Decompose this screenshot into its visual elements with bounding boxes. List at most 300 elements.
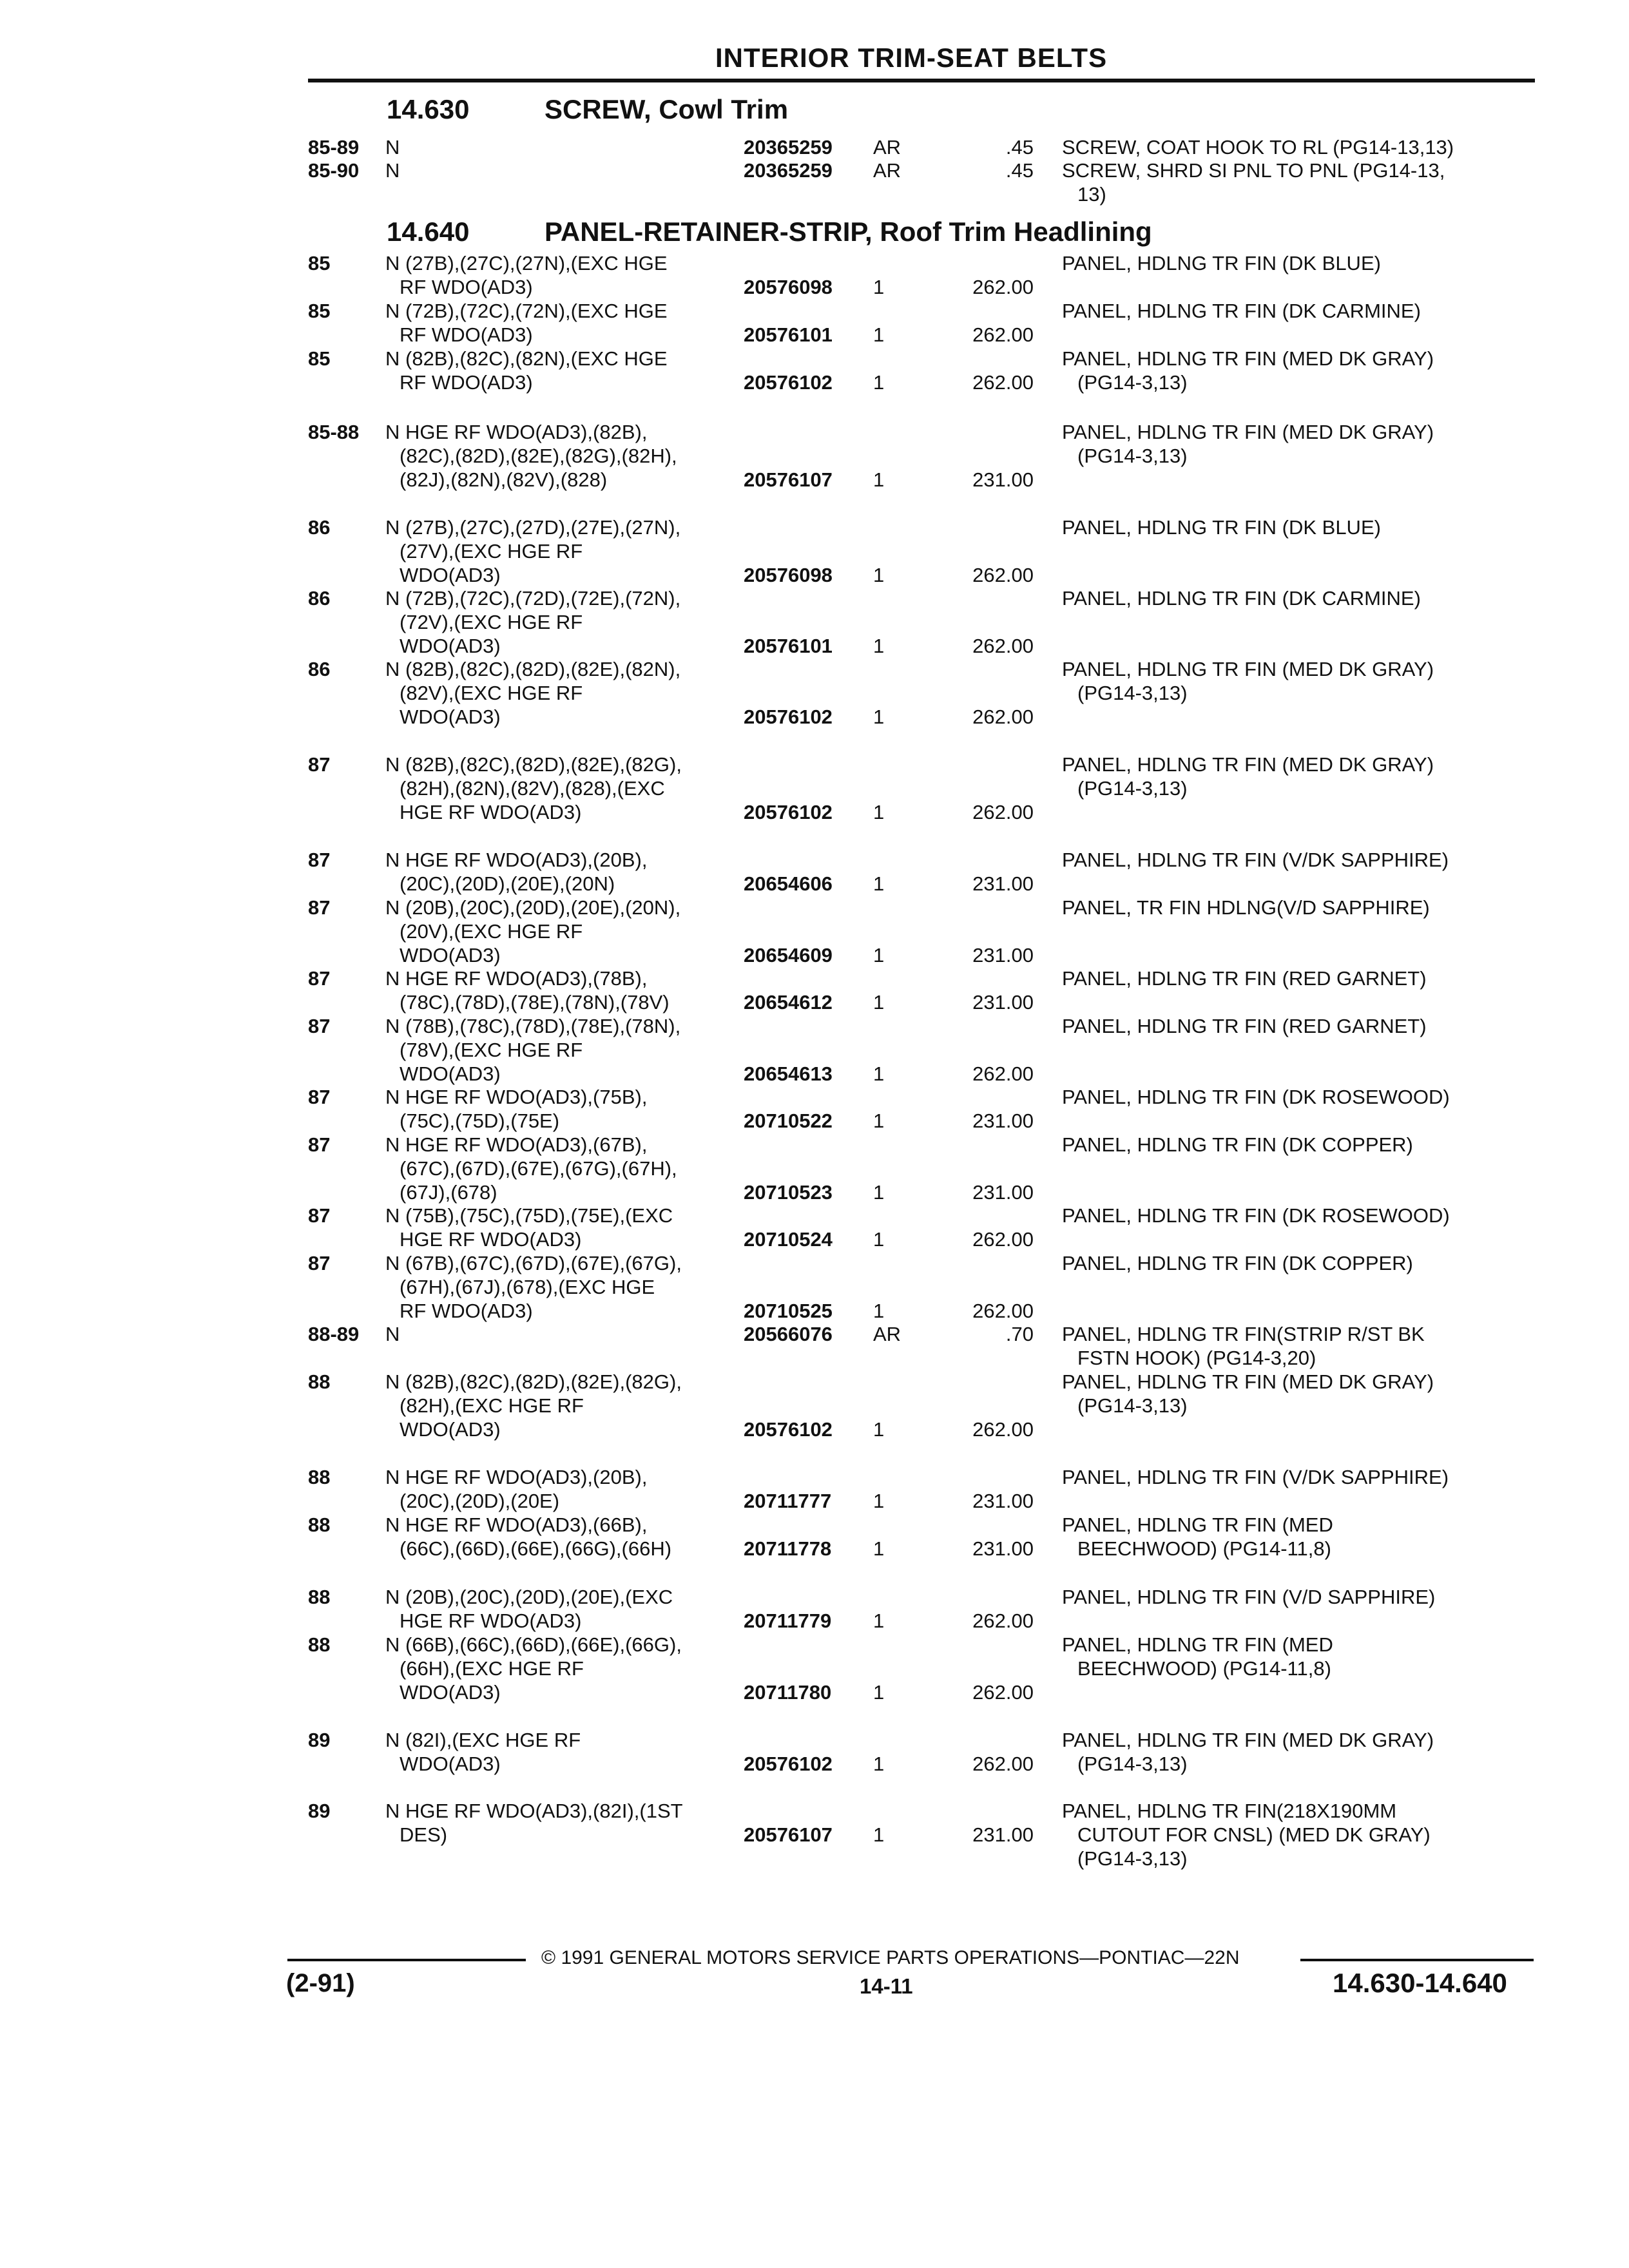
part-number: 20711779 <box>744 1610 832 1632</box>
price: .70 <box>1005 1323 1034 1345</box>
part-name: SCREW, SHRD SI PNL TO PNL (PG14-13, <box>1062 159 1445 182</box>
usage-description: N (82B),(82C),(82N),(EXC HGE <box>385 347 668 370</box>
usage-description: (78V),(EXC HGE RF <box>400 1039 583 1061</box>
usage-description: WDO(AD3) <box>400 635 501 657</box>
part-number: 20576101 <box>744 323 833 346</box>
part-number: 20710522 <box>744 1110 833 1132</box>
parts-entry <box>0 420 1629 492</box>
footer-copyright: © 1991 GENERAL MOTORS SERVICE PARTS OPERATIONS—PONTIAC—22N <box>541 1947 1240 1968</box>
entry-line <box>0 848 1629 872</box>
parts-entry <box>0 1370 1629 1441</box>
entry-line <box>0 299 1629 323</box>
parts-entry <box>0 1585 1629 1633</box>
model-years: 87 <box>308 753 331 776</box>
part-number: 20654606 <box>744 872 833 895</box>
part-name: PANEL, HDLNG TR FIN (MED DK GRAY) <box>1062 753 1434 776</box>
price: 231.00 <box>972 1537 1034 1560</box>
entry-line <box>0 896 1629 919</box>
parts-entry <box>0 1133 1629 1204</box>
usage-description: N HGE RF WDO(AD3),(78B), <box>385 967 648 990</box>
part-number: 20711778 <box>744 1537 832 1560</box>
footer-section-range: 14.630-14.640 <box>1333 1968 1507 1998</box>
model-years: 87 <box>308 849 331 871</box>
part-number: 20711780 <box>744 1681 832 1704</box>
usage-description: (82J),(82N),(82V),(828) <box>400 468 608 491</box>
price: 231.00 <box>972 1490 1034 1512</box>
part-name: PANEL, HDLNG TR FIN (MED <box>1062 1514 1333 1536</box>
usage-description: (75C),(75D),(75E) <box>400 1110 560 1132</box>
entry-line <box>0 1157 1629 1180</box>
usage-description: WDO(AD3) <box>400 706 501 728</box>
part-name: 13) <box>1077 183 1106 206</box>
usage-description: N (66B),(66C),(66D),(66E),(66G), <box>385 1633 682 1656</box>
usage-description: N HGE RF WDO(AD3),(66B), <box>385 1514 648 1536</box>
part-name: PANEL, HDLNG TR FIN (DK BLUE) <box>1062 252 1381 274</box>
usage-description: N (20B),(20C),(20D),(20E),(EXC <box>385 1586 673 1608</box>
usage-description: N (72B),(72C),(72D),(72E),(72N), <box>385 587 681 610</box>
usage-description: N <box>385 159 400 182</box>
price: .45 <box>1005 136 1034 159</box>
quantity: 1 <box>873 564 885 586</box>
entry-line <box>0 159 1629 182</box>
model-years: 85 <box>308 347 331 370</box>
usage-description: N <box>385 1323 400 1345</box>
usage-description: N HGE RF WDO(AD3),(82I),(1ST <box>385 1800 683 1822</box>
entry-line <box>0 1014 1629 1038</box>
price: 231.00 <box>972 468 1034 491</box>
part-number: 20654609 <box>744 944 833 966</box>
usage-description: N (72B),(72C),(72N),(EXC HGE <box>385 300 668 322</box>
entry-line <box>0 1465 1629 1489</box>
model-years: 85-88 <box>308 421 360 443</box>
price: 262.00 <box>972 1228 1034 1251</box>
part-number: 20710524 <box>744 1228 833 1251</box>
price: 231.00 <box>972 1823 1034 1846</box>
part-number: 20710523 <box>744 1181 833 1204</box>
usage-description: N <box>385 136 400 159</box>
usage-description: (20C),(20D),(20E),(20N) <box>400 872 615 895</box>
usage-description: WDO(AD3) <box>400 1418 501 1441</box>
model-years: 87 <box>308 1204 331 1227</box>
model-years: 88 <box>308 1633 331 1656</box>
entry-line <box>0 1133 1629 1157</box>
quantity: 1 <box>873 991 885 1014</box>
quantity: 1 <box>873 1537 885 1560</box>
parts-entry <box>0 1728 1629 1776</box>
parts-entry <box>0 1204 1629 1251</box>
entry-line <box>0 1680 1629 1704</box>
quantity: 1 <box>873 1823 885 1846</box>
parts-entry <box>0 1014 1629 1086</box>
part-name: PANEL, HDLNG TR FIN (MED <box>1062 1633 1333 1656</box>
quantity: 1 <box>873 323 885 346</box>
part-name: BEECHWOOD) (PG14-11,8) <box>1077 1537 1331 1560</box>
model-years: 87 <box>308 1133 331 1156</box>
usage-description: (82V),(EXC HGE RF <box>400 682 583 704</box>
price: 262.00 <box>972 1300 1034 1322</box>
price: 262.00 <box>972 323 1034 346</box>
part-name: (PG14-3,13) <box>1077 1753 1188 1775</box>
parts-entry <box>0 347 1629 394</box>
parts-entry <box>0 586 1629 658</box>
entry-line <box>0 1394 1629 1418</box>
parts-entry <box>0 251 1629 299</box>
entry-line <box>0 1609 1629 1633</box>
footer-date-code: (2-91) <box>286 1969 355 1997</box>
part-name: PANEL, HDLNG TR FIN (DK COPPER) <box>1062 1133 1413 1156</box>
usage-description: (82C),(82D),(82E),(82G),(82H), <box>400 445 677 467</box>
usage-description: WDO(AD3) <box>400 1753 501 1775</box>
price: 262.00 <box>972 1610 1034 1632</box>
usage-description: RF WDO(AD3) <box>400 276 533 298</box>
quantity: AR <box>873 159 901 182</box>
usage-description: (27V),(EXC HGE RF <box>400 540 583 562</box>
parts-entry <box>0 896 1629 967</box>
usage-description: N HGE RF WDO(AD3),(20B), <box>385 1466 648 1488</box>
section-title: PANEL-RETAINER-STRIP, Roof Trim Headlining <box>545 216 1152 247</box>
part-number: 20576101 <box>744 635 833 657</box>
parts-entry <box>0 515 1629 587</box>
price: 262.00 <box>972 276 1034 298</box>
part-number: 20566076 <box>744 1323 833 1345</box>
entry-line <box>0 1489 1629 1513</box>
part-name: PANEL, HDLNG TR FIN (DK CARMINE) <box>1062 587 1421 610</box>
part-name: PANEL, HDLNG TR FIN (RED GARNET) <box>1062 1015 1427 1037</box>
entry-line <box>0 800 1629 824</box>
parts-entry <box>0 1322 1629 1370</box>
part-number: 20576107 <box>744 1823 833 1846</box>
price: 231.00 <box>972 991 1034 1014</box>
part-name: PANEL, HDLNG TR FIN (MED DK GRAY) <box>1062 658 1434 680</box>
part-name: PANEL, TR FIN HDLNG(V/D SAPPHIRE) <box>1062 896 1430 919</box>
price: 262.00 <box>972 564 1034 586</box>
part-number: 20576098 <box>744 564 833 586</box>
usage-description: (67C),(67D),(67E),(67G),(67H), <box>400 1157 677 1180</box>
price: 262.00 <box>972 635 1034 657</box>
usage-description: WDO(AD3) <box>400 1062 501 1085</box>
usage-description: WDO(AD3) <box>400 944 501 966</box>
part-number: 20711777 <box>744 1490 832 1512</box>
usage-description: (82H),(82N),(82V),(828),(EXC <box>400 777 665 800</box>
quantity: 1 <box>873 1300 885 1322</box>
price: 231.00 <box>972 1181 1034 1204</box>
part-name: PANEL, HDLNG TR FIN(218X190MM <box>1062 1800 1397 1822</box>
quantity: 1 <box>873 276 885 298</box>
price: 262.00 <box>972 1753 1034 1775</box>
entry-line <box>0 1633 1629 1657</box>
entry-line <box>0 1823 1629 1847</box>
model-years: 88 <box>308 1586 331 1608</box>
entry-line <box>0 681 1629 705</box>
usage-description: N (82B),(82C),(82D),(82E),(82G), <box>385 1370 682 1393</box>
entry-line <box>0 420 1629 444</box>
model-years: 87 <box>308 1015 331 1037</box>
usage-description: (72V),(EXC HGE RF <box>400 611 583 633</box>
usage-description: N (27B),(27C),(27D),(27E),(27N), <box>385 516 681 539</box>
usage-description: N (82B),(82C),(82D),(82E),(82G), <box>385 753 682 776</box>
model-years: 86 <box>308 587 331 610</box>
part-number: 20576102 <box>744 1753 833 1775</box>
model-years: 87 <box>308 896 331 919</box>
section-title: SCREW, Cowl Trim <box>545 94 789 124</box>
usage-description: WDO(AD3) <box>400 1681 501 1704</box>
quantity: 1 <box>873 371 885 394</box>
model-years: 86 <box>308 516 331 539</box>
entry-line <box>0 539 1629 563</box>
parts-entry <box>0 1799 1629 1870</box>
usage-description: N (67B),(67C),(67D),(67E),(67G), <box>385 1252 682 1274</box>
entry-line <box>0 872 1629 896</box>
model-years: 87 <box>308 1252 331 1274</box>
entry-line <box>0 182 1629 206</box>
part-name: PANEL, HDLNG TR FIN (DK COPPER) <box>1062 1252 1413 1274</box>
entry-line <box>0 990 1629 1014</box>
part-name: PANEL, HDLNG TR FIN (DK ROSEWOOD) <box>1062 1204 1450 1227</box>
quantity: 1 <box>873 1062 885 1085</box>
part-name: (PG14-3,13) <box>1077 1394 1188 1417</box>
entry-line <box>0 1657 1629 1680</box>
parts-entry <box>0 657 1629 729</box>
part-name: PANEL, HDLNG TR FIN (V/DK SAPPHIRE) <box>1062 849 1449 871</box>
parts-entry <box>0 753 1629 824</box>
entry-line <box>0 966 1629 990</box>
part-name: PANEL, HDLNG TR FIN (RED GARNET) <box>1062 967 1427 990</box>
usage-description: RF WDO(AD3) <box>400 323 533 346</box>
quantity: 1 <box>873 468 885 491</box>
usage-description: (82H),(EXC HGE RF <box>400 1394 584 1417</box>
entry-line <box>0 1038 1629 1062</box>
price: 231.00 <box>972 1110 1034 1132</box>
entry-line <box>0 1537 1629 1561</box>
part-number: 20576102 <box>744 706 833 728</box>
part-number: 20576102 <box>744 371 833 394</box>
footer-rule-right <box>1300 1959 1534 1961</box>
usage-description: N (82I),(EXC HGE RF <box>385 1729 581 1751</box>
usage-description: (20C),(20D),(20E) <box>400 1490 560 1512</box>
entry-line <box>0 135 1629 159</box>
price: 231.00 <box>972 872 1034 895</box>
part-name: PANEL, HDLNG TR FIN (MED DK GRAY) <box>1062 347 1434 370</box>
entry-line <box>0 1085 1629 1109</box>
price: 262.00 <box>972 801 1034 823</box>
entry-line <box>0 1799 1629 1823</box>
quantity: 1 <box>873 1110 885 1132</box>
entry-line <box>0 1180 1629 1204</box>
footer-page-number: 14-11 <box>860 1974 913 1998</box>
part-number: 20576102 <box>744 1418 833 1441</box>
entry-line <box>0 943 1629 967</box>
model-years: 85-90 <box>308 159 360 182</box>
usage-description: N HGE RF WDO(AD3),(20B), <box>385 849 648 871</box>
quantity: 1 <box>873 1181 885 1204</box>
entry-line <box>0 634 1629 658</box>
entry-line <box>0 275 1629 299</box>
entry-line <box>0 919 1629 943</box>
entry-line <box>0 1062 1629 1086</box>
usage-description: (66C),(66D),(66E),(66G),(66H) <box>400 1537 672 1560</box>
usage-description: (78C),(78D),(78E),(78N),(78V) <box>400 991 670 1014</box>
usage-description: N HGE RF WDO(AD3),(82B), <box>385 421 648 443</box>
model-years: 87 <box>308 967 331 990</box>
parts-entry <box>0 159 1629 206</box>
quantity: AR <box>873 1323 901 1345</box>
quantity: AR <box>873 136 901 159</box>
header-rule <box>308 79 1535 82</box>
price: .45 <box>1005 159 1034 182</box>
part-name: SCREW, COAT HOOK TO RL (PG14-13,13) <box>1062 136 1454 159</box>
usage-description: N (82B),(82C),(82D),(82E),(82N), <box>385 658 681 680</box>
entry-line <box>0 1109 1629 1133</box>
part-name: PANEL, HDLNG TR FIN (DK ROSEWOOD) <box>1062 1086 1450 1108</box>
section-number: 14.640 <box>387 216 470 247</box>
price: 262.00 <box>972 1418 1034 1441</box>
usage-description: RF WDO(AD3) <box>400 1300 533 1322</box>
price: 262.00 <box>972 706 1034 728</box>
entry-line <box>0 657 1629 681</box>
entry-line <box>0 1418 1629 1441</box>
usage-description: (66H),(EXC HGE RF <box>400 1657 584 1680</box>
entry-line <box>0 753 1629 776</box>
entry-line <box>0 610 1629 634</box>
part-name: PANEL, HDLNG TR FIN (DK BLUE) <box>1062 516 1381 539</box>
usage-description: HGE RF WDO(AD3) <box>400 1610 582 1632</box>
price: 262.00 <box>972 1681 1034 1704</box>
part-number: 20654613 <box>744 1062 833 1085</box>
parts-entry <box>0 135 1629 159</box>
section-number: 14.630 <box>387 94 470 124</box>
quantity: 1 <box>873 872 885 895</box>
part-name: PANEL, HDLNG TR FIN (MED DK GRAY) <box>1062 1729 1434 1751</box>
part-name: PANEL, HDLNG TR FIN (V/D SAPPHIRE) <box>1062 1586 1436 1608</box>
part-number: 20710525 <box>744 1300 833 1322</box>
parts-entry <box>0 1251 1629 1323</box>
usage-description: WDO(AD3) <box>400 564 501 586</box>
part-name: (PG14-3,13) <box>1077 371 1188 394</box>
usage-description: N (78B),(78C),(78D),(78E),(78N), <box>385 1015 681 1037</box>
parts-entry <box>0 966 1629 1014</box>
part-number: 20365259 <box>744 159 833 182</box>
part-name: PANEL, HDLNG TR FIN(STRIP R/ST BK <box>1062 1323 1425 1345</box>
price: 231.00 <box>972 944 1034 966</box>
quantity: 1 <box>873 1418 885 1441</box>
parts-entry <box>0 1633 1629 1704</box>
entry-line <box>0 705 1629 729</box>
entry-line <box>0 586 1629 610</box>
usage-description: HGE RF WDO(AD3) <box>400 1228 582 1251</box>
quantity: 1 <box>873 801 885 823</box>
entry-line <box>0 1251 1629 1275</box>
price: 262.00 <box>972 1062 1034 1085</box>
usage-description: RF WDO(AD3) <box>400 371 533 394</box>
part-name: FSTN HOOK) (PG14-3,20) <box>1077 1347 1316 1369</box>
quantity: 1 <box>873 1490 885 1512</box>
entry-line <box>0 776 1629 800</box>
entry-line <box>0 1370 1629 1394</box>
entry-line <box>0 1204 1629 1227</box>
part-name: (PG14-3,13) <box>1077 445 1188 467</box>
usage-description: (20V),(EXC HGE RF <box>400 920 583 943</box>
parts-entry <box>0 1465 1629 1513</box>
part-number: 20576098 <box>744 276 833 298</box>
entry-line <box>0 323 1629 347</box>
quantity: 1 <box>873 1681 885 1704</box>
entry-line <box>0 1847 1629 1870</box>
model-years: 88 <box>308 1514 331 1536</box>
usage-description: (67H),(67J),(678),(EXC HGE <box>400 1276 655 1298</box>
page-header-title: INTERIOR TRIM-SEAT BELTS <box>715 43 1108 73</box>
entry-line <box>0 1728 1629 1752</box>
parts-entry <box>0 299 1629 347</box>
entry-line <box>0 1299 1629 1323</box>
entry-line <box>0 515 1629 539</box>
quantity: 1 <box>873 1610 885 1632</box>
quantity: 1 <box>873 944 885 966</box>
part-name: (PG14-3,13) <box>1077 682 1188 704</box>
part-number: 20576107 <box>744 468 833 491</box>
usage-description: N (20B),(20C),(20D),(20E),(20N), <box>385 896 681 919</box>
quantity: 1 <box>873 635 885 657</box>
parts-entry <box>0 848 1629 896</box>
part-number: 20576102 <box>744 801 833 823</box>
model-years: 88 <box>308 1466 331 1488</box>
part-name: (PG14-3,13) <box>1077 1847 1188 1870</box>
part-name: BEECHWOOD) (PG14-11,8) <box>1077 1657 1331 1680</box>
entry-line <box>0 1227 1629 1251</box>
entry-line <box>0 468 1629 492</box>
usage-description: N HGE RF WDO(AD3),(75B), <box>385 1086 648 1108</box>
usage-description: DES) <box>400 1823 448 1846</box>
price: 262.00 <box>972 371 1034 394</box>
entry-line <box>0 347 1629 370</box>
model-years: 88 <box>308 1370 331 1393</box>
parts-entry <box>0 1085 1629 1133</box>
entry-line <box>0 251 1629 275</box>
entry-line <box>0 1513 1629 1537</box>
model-years: 85-89 <box>308 136 360 159</box>
usage-description: N (75B),(75C),(75D),(75E),(EXC <box>385 1204 673 1227</box>
part-name: PANEL, HDLNG TR FIN (DK CARMINE) <box>1062 300 1421 322</box>
part-number: 20365259 <box>744 136 833 159</box>
parts-entry <box>0 1513 1629 1561</box>
entry-line <box>0 1346 1629 1370</box>
model-years: 85 <box>308 300 331 322</box>
entry-line <box>0 563 1629 587</box>
part-name: PANEL, HDLNG TR FIN (MED DK GRAY) <box>1062 421 1434 443</box>
usage-description: HGE RF WDO(AD3) <box>400 801 582 823</box>
model-years: 89 <box>308 1729 331 1751</box>
model-years: 89 <box>308 1800 331 1822</box>
footer-rule-left <box>287 1959 526 1961</box>
quantity: 1 <box>873 1228 885 1251</box>
quantity: 1 <box>873 1753 885 1775</box>
usage-description: N (27B),(27C),(27N),(EXC HGE <box>385 252 668 274</box>
model-years: 87 <box>308 1086 331 1108</box>
entry-line <box>0 444 1629 468</box>
entry-line <box>0 1275 1629 1299</box>
part-number: 20654612 <box>744 991 833 1014</box>
part-name: PANEL, HDLNG TR FIN (MED DK GRAY) <box>1062 1370 1434 1393</box>
part-name: (PG14-3,13) <box>1077 777 1188 800</box>
entry-line <box>0 1752 1629 1776</box>
entry-line <box>0 1585 1629 1609</box>
part-name: CUTOUT FOR CNSL) (MED DK GRAY) <box>1077 1823 1431 1846</box>
quantity: 1 <box>873 706 885 728</box>
part-name: PANEL, HDLNG TR FIN (V/DK SAPPHIRE) <box>1062 1466 1449 1488</box>
usage-description: (67J),(678) <box>400 1181 497 1204</box>
model-years: 86 <box>308 658 331 680</box>
entry-line <box>0 370 1629 394</box>
model-years: 85 <box>308 252 331 274</box>
